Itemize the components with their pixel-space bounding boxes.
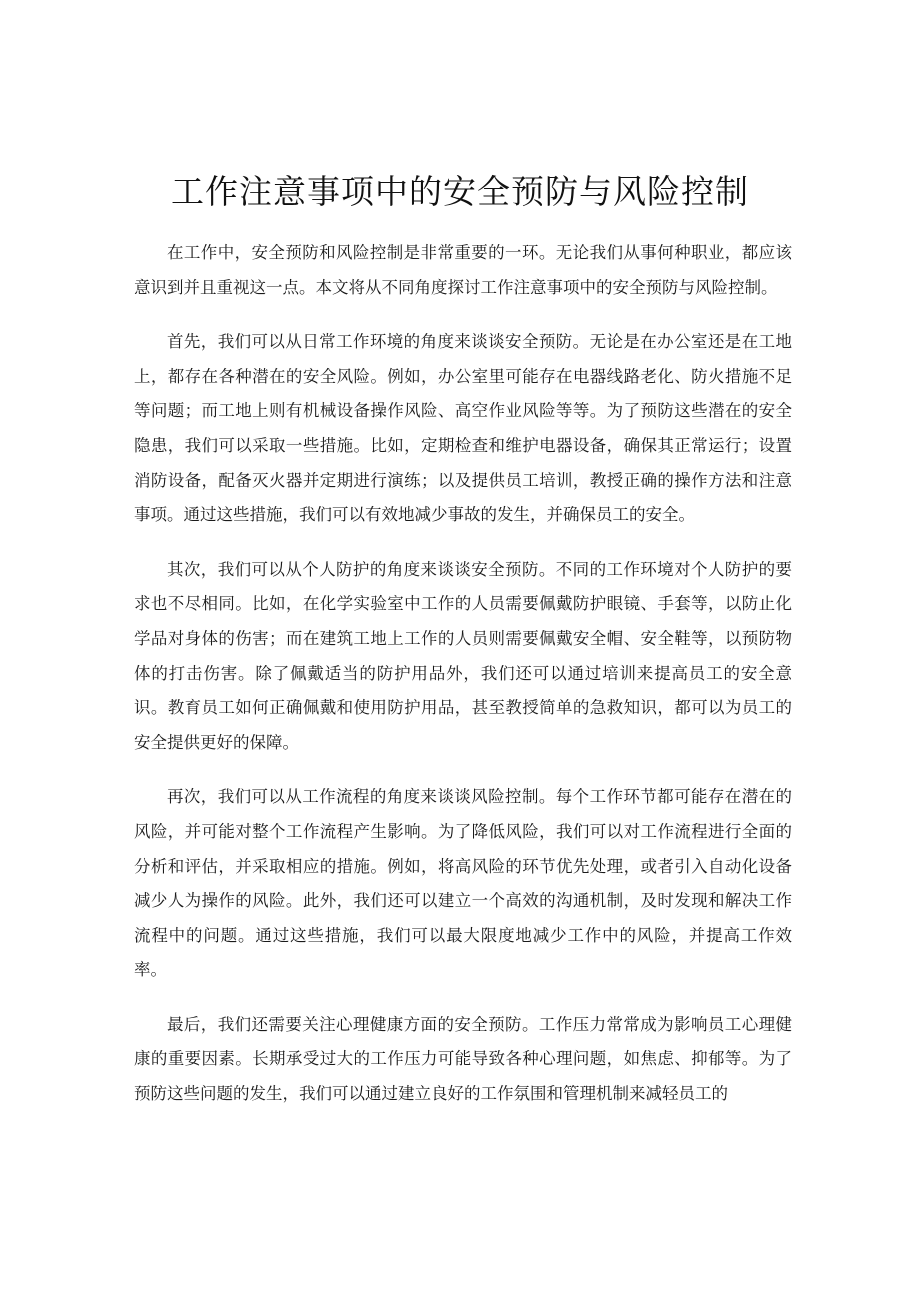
document-body (134, 236, 792, 1132)
paragraph-work-environment: 首先，我们可以从日常工作环境的角度来谈谈安全预防。无论是在办公室还是在工地上，都存在各种潜在的安全风险。例如，办公室里可能存在电器线路老化、防火措施不足等问题；而工地上则有机械设备操作风险、高空作业风险等等。为了预防这些潜在的安全隐患，我们可以采取一些措施。比如，定期检查和维护电器设备，确保其正常运行；设置消防设备，配备灭火器并定期进行演练；以及提供员工培训，教授正确的操作方法和注意事项。通过这些措施，我们可以有效地减少事故的发生，并确保员工的安全。 (134, 332, 792, 525)
document-title: 工作注意事项中的安全预防与风险控制 (171, 172, 749, 211)
paragraph-workflow-risk: 再次，我们可以从工作流程的角度来谈谈风险控制。每个工作环节都可能存在潜在的风险，并可能对整个工作流程产生影响。为了降低风险，我们可以对工作流程进行全面的分析和评估，并采取相应的措施。例如，将高风险的环节优先处理，或者引入自动化设备减少人为操作的风险。此外，我们还可以建立一个高效的沟通机制，及时发现和解决工作流程中的问题。通过这些措施，我们可以最大限度地减少工作中的风险，并提高工作效率。 (134, 787, 792, 980)
paragraph-mental-health: 最后，我们还需要关注心理健康方面的安全预防。工作压力常常成为影响员工心理健康的重要因素。长期承受过大的工作压力可能导致各种心理问题，如焦虑、抑郁等。为了预防这些问题的发生，我们可以通过建立良好的工作氛围和管理机制来减轻员工的 (134, 1014, 792, 1104)
paragraph-intro: 在工作中，安全预防和风险控制是非常重要的一环。无论我们从事何种职业，都应该意识到并且重视这一点。本文将从不同角度探讨工作注意事项中的安全预防与风险控制。 (134, 243, 792, 297)
paragraph-personal-protection: 其次，我们可以从个人防护的角度来谈谈安全预防。不同的工作环境对个人防护的要求也不尽相同。比如，在化学实验室中工作的人员需要佩戴防护眼镜、手套等，以防止化学品对身体的伤害；而在建筑工地上工作的人员则需要佩戴安全帽、安全鞋等，以预防物体的打击伤害。除了佩戴适当的防护用品外，我们还可以通过培训来提高员工的安全意识。教育员工如何正确佩戴和使用防护用品，甚至教授简单的急救知识，都可以为员工的安全提供更好的保障。 (134, 559, 792, 752)
